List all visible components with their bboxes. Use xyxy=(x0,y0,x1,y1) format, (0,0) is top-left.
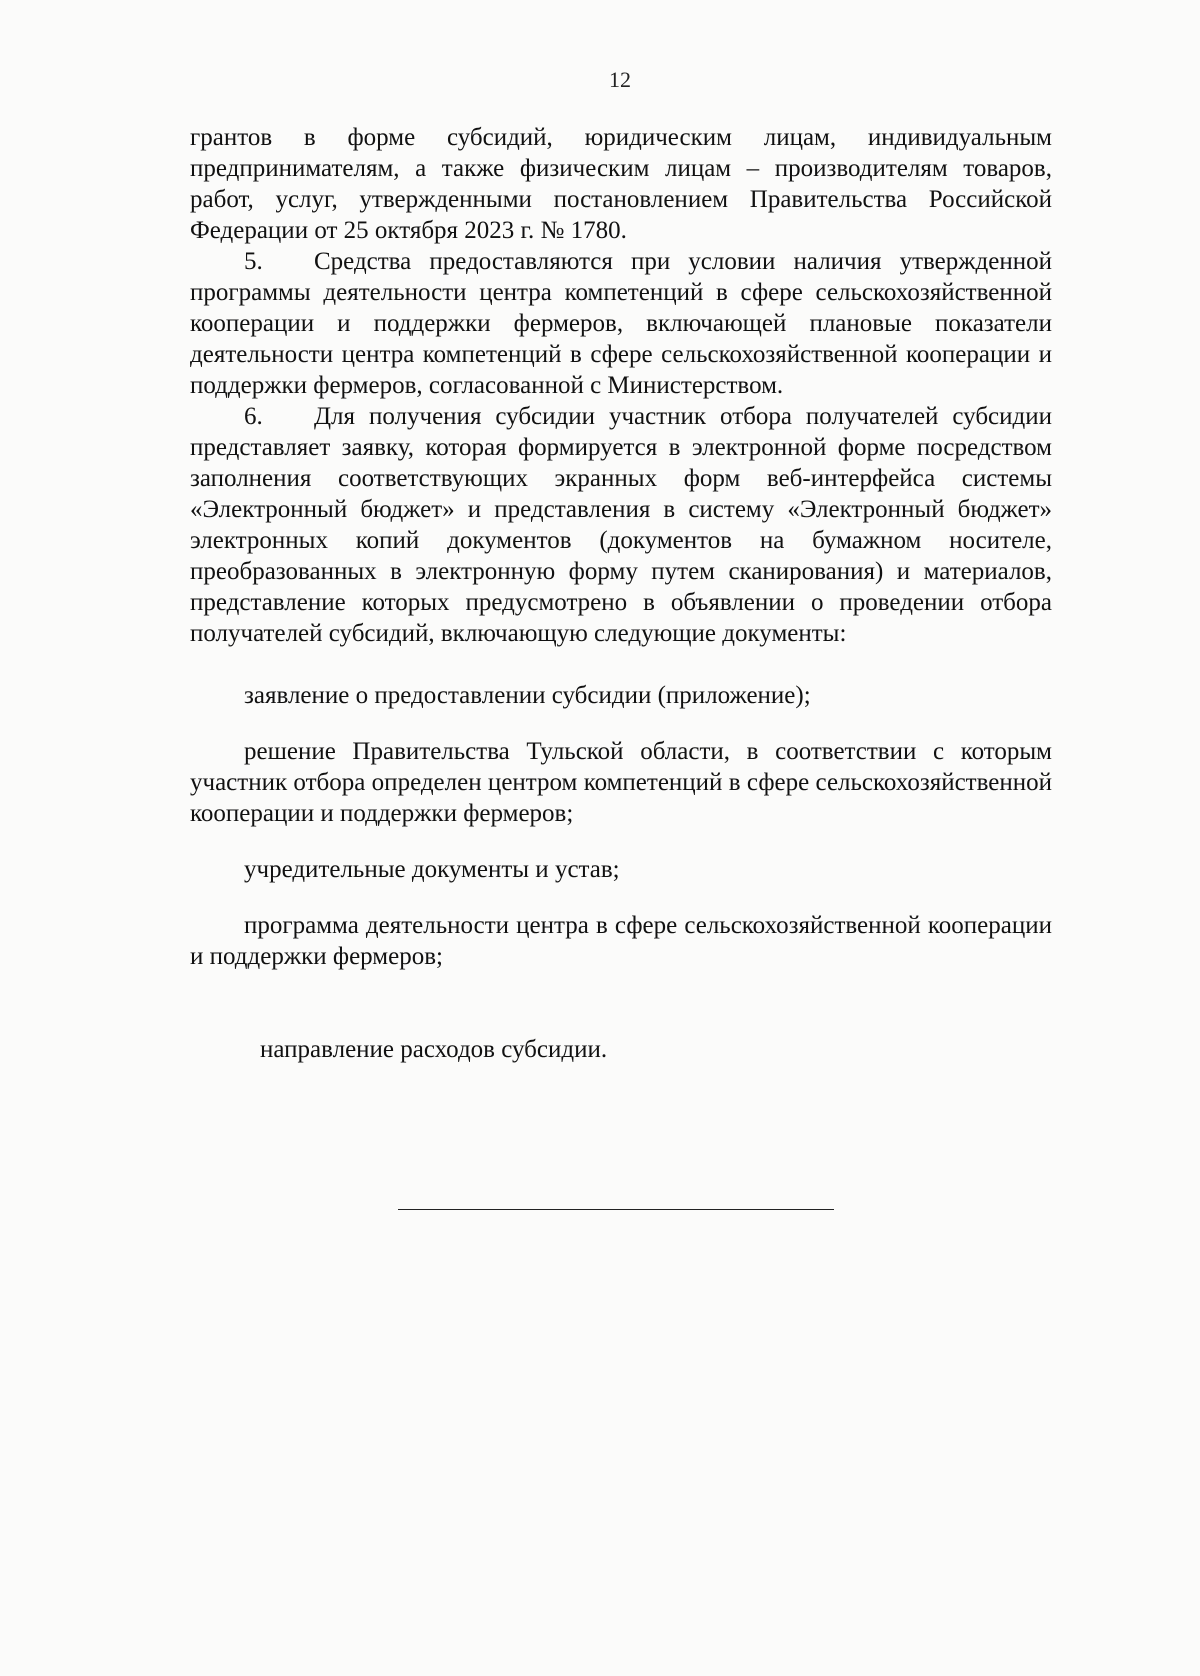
paragraph-5-text: Средства предоставляются при условии наличия утвержденной программы деятельности центра компетенций в сфере сельскохозяйственной кооперации и поддержки фермеров, включающей плановые показатели деятельности центра компетенций в сфере сельскохозяйственной кооперации и поддержки фермеров, согласованной с Министерством. xyxy=(190,248,1052,399)
list-item: заявление о предоставлении субсидии (приложение); xyxy=(244,682,811,709)
paragraph-5-number: 5. xyxy=(244,248,263,275)
page-number: 12 xyxy=(609,67,631,92)
list-item: решение Правительства Тульской области, в соответствии с которым участник отбора определен центром компетенций в сфере сельскохозяйственной кооперации и поддержки фермеров; xyxy=(190,738,1052,827)
list-item: учредительные документы и устав; xyxy=(244,856,620,883)
document-body xyxy=(190,122,1052,1065)
paragraph-6 xyxy=(190,401,1052,649)
paragraph-6-text: Для получения субсидии участник отбора получателей субсидии представляет заявку, которая формируется в электронной форме посредством заполнения соответствующих экранных форм веб-интерфейса системы «Электронный бюджет» и представления в систему «Электронный бюджет» электронных копий документов (документов на бумажном носителе, преобразованных в электронную форму путем сканирования) и материалов, представление которых предусмотрено в объявлении о проведении отбора получателей субсидий, включающую следующие документы: xyxy=(190,403,1052,647)
end-separator-line xyxy=(398,1209,834,1210)
paragraph-continuation: грантов в форме субсидий, юридическим лицам, индивидуальным предпринимателям, а также физическим лицам – производителям товаров, работ, услуг, утвержденными постановлением Правительства Российской Федерации от 25 октября 2023 г. № 1780. xyxy=(190,124,1052,244)
paragraph-5 xyxy=(190,246,1052,401)
list-item-last: направление расходов субсидии. xyxy=(260,1036,608,1063)
paragraph-6-number: 6. xyxy=(244,403,263,430)
list-item: программа деятельности центра в сфере сельскохозяйственной кооперации и поддержки фермеров; xyxy=(190,912,1052,970)
